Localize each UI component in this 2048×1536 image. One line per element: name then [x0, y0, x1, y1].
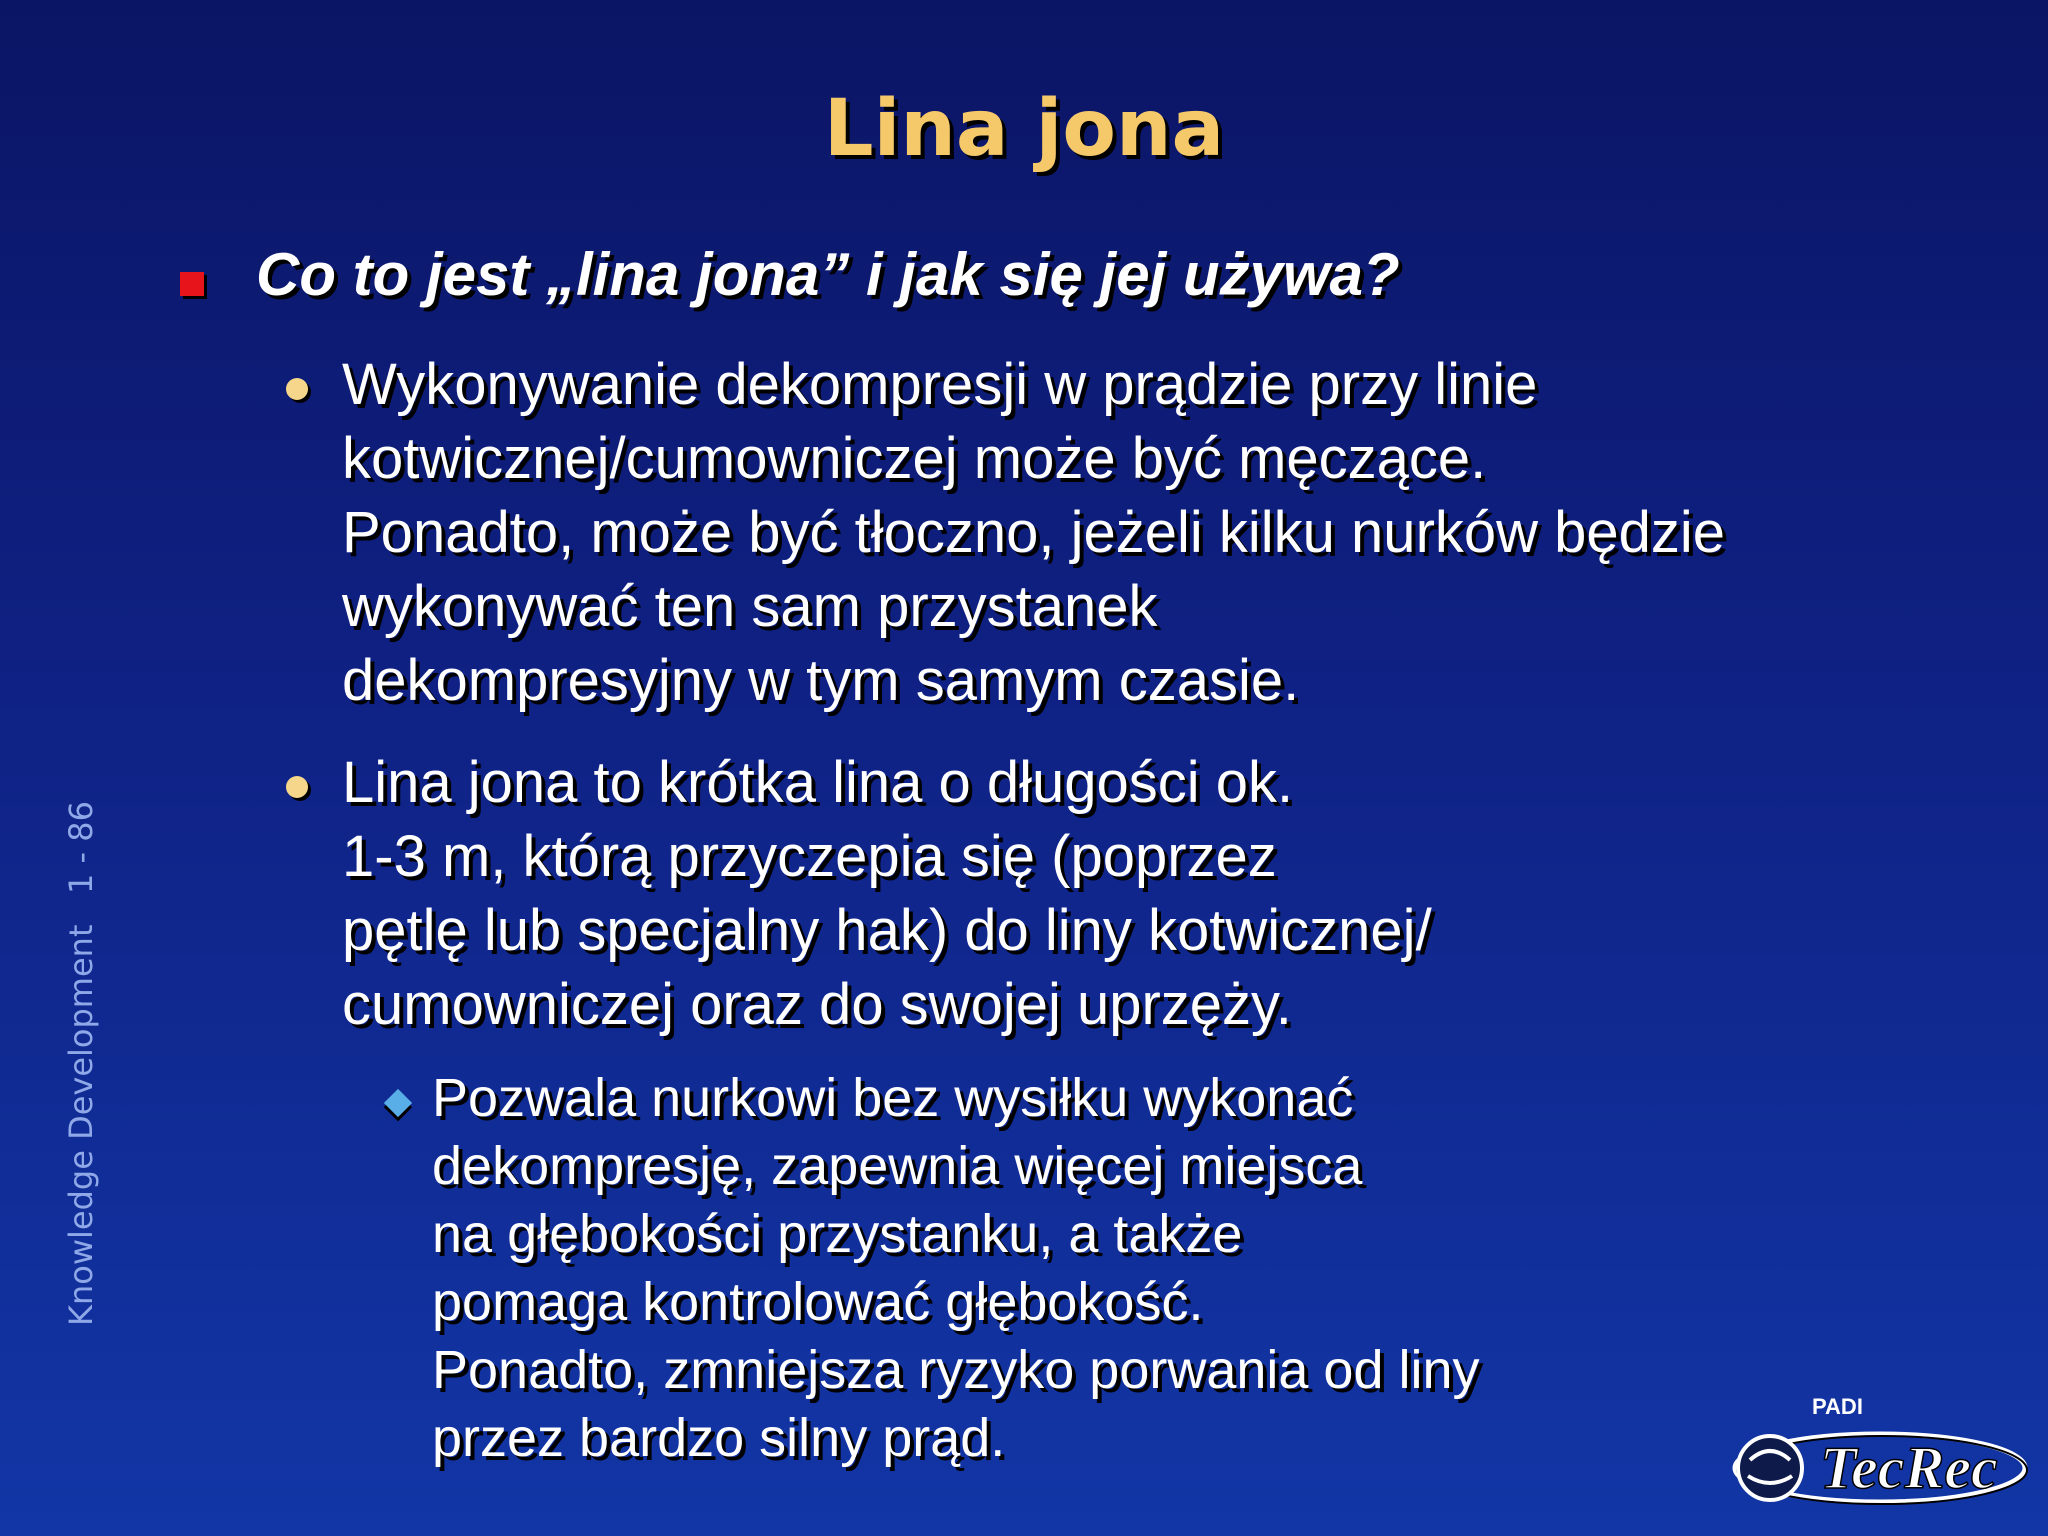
- dot-bullet-icon: [286, 776, 308, 798]
- bullet-1-line: Ponadto, może być tłoczno, jeżeli kilku nurków będzie: [342, 500, 1726, 565]
- logo-top-text: PADI: [1812, 1394, 1863, 1419]
- sub-bullet-line: dekompresję, zapewnia więcej miejsca: [432, 1136, 1363, 1196]
- question-heading: Co to jest „lina jona” i jak się jej używa?: [256, 241, 1400, 308]
- bullet-2-text: [342, 746, 2022, 1042]
- bullet-1-text: [342, 348, 2022, 718]
- logo-brand-text: TecRec: [1820, 1435, 1998, 1501]
- sub-bullet-line: przez bardzo silny prąd.: [432, 1408, 1006, 1468]
- sub-bullet-line: Pozwala nurkowi bez wysiłku wykonać: [432, 1068, 1354, 1128]
- sub-bullet-line: Ponadto, zmniejsza ryzyko porwania od liny: [432, 1340, 1480, 1400]
- sub-bullet-line: na głębokości przystanku, a także: [432, 1204, 1243, 1264]
- diamond-bullet-icon: [384, 1089, 412, 1117]
- bullet-2-line: 1-3 m, którą przyczepia się (poprzez: [342, 824, 1277, 889]
- side-label: Knowledge Development 1 - 86: [62, 801, 100, 1326]
- dot-bullet-icon: [286, 378, 308, 400]
- square-bullet-icon: [180, 272, 204, 296]
- bullet-1-line: wykonywać ten sam przystanek: [342, 574, 1158, 639]
- bullet-2-line: cumowniczej oraz do swojej uprzęży.: [342, 972, 1292, 1037]
- bullet-1-line: kotwicznej/cumowniczej może być męczące.: [342, 426, 1487, 491]
- bullet-1-line: Wykonywanie dekompresji w prądzie przy linie: [342, 352, 1538, 417]
- bullet-1-line: dekompresyjny w tym samym czasie.: [342, 648, 1300, 713]
- padi-tecrec-logo: [1700, 1390, 2030, 1520]
- sub-bullet-text: [432, 1064, 1732, 1472]
- sub-bullet-line: pomaga kontrolować głębokość.: [432, 1272, 1204, 1332]
- bullet-2-line: pętlę lub specjalny hak) do liny kotwicznej/: [342, 898, 1432, 963]
- slide-title: Lina jona: [823, 84, 1225, 174]
- bullet-2-line: Lina jona to krótka lina o długości ok.: [342, 750, 1294, 815]
